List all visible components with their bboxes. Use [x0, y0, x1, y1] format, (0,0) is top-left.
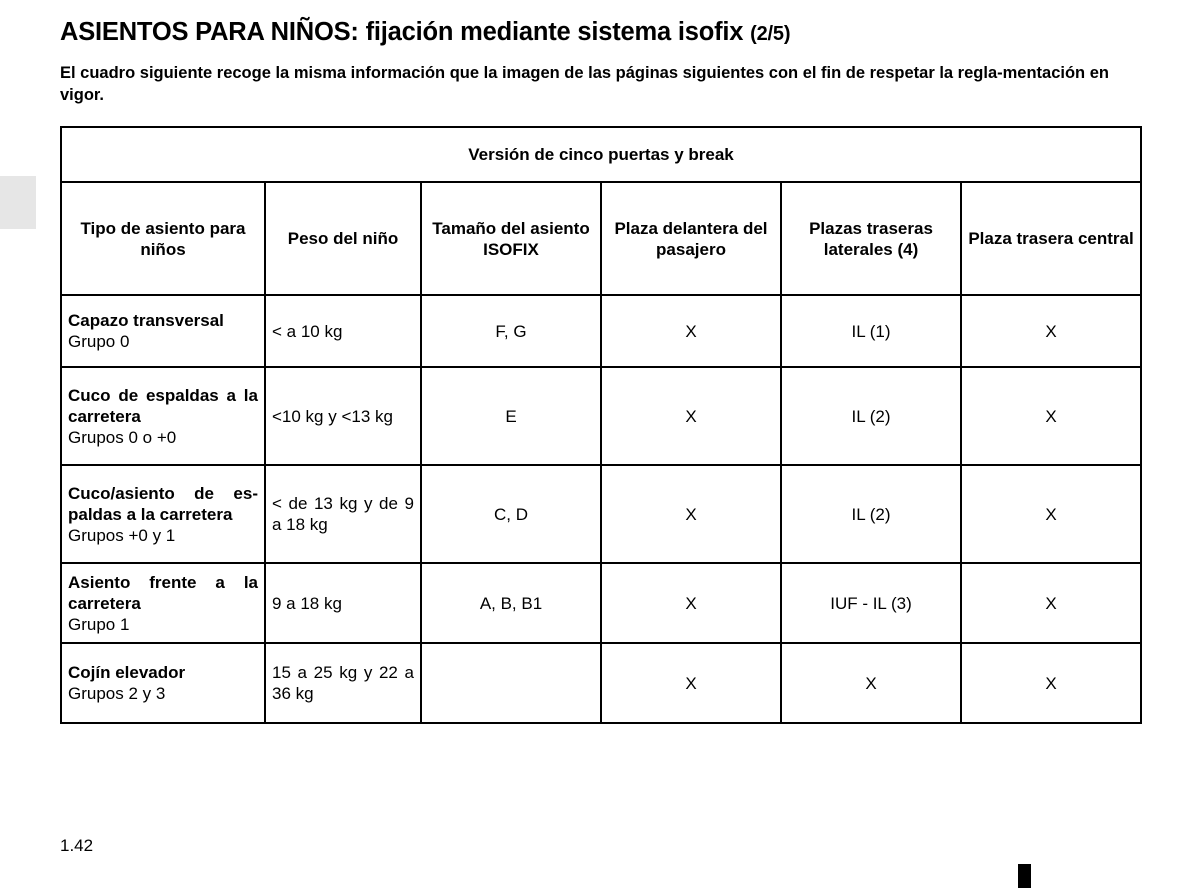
table-header-row — [61, 182, 1141, 295]
cell-front-passenger: X — [601, 367, 781, 465]
seat-type-name: Capazo transversal — [68, 311, 224, 330]
header-child-weight: Peso del niño — [265, 182, 421, 295]
side-tab-marker — [0, 176, 36, 229]
cell-weight: < a 10 kg — [265, 295, 421, 367]
page-title — [60, 18, 790, 47]
cell-weight: < de 13 kg y de 9 a 18 kg — [265, 465, 421, 563]
seat-type-name: Asiento frente a la carretera — [68, 572, 258, 613]
table-row — [61, 465, 1141, 563]
seat-type-name: Cuco/asiento de es-paldas a la carretera — [68, 483, 258, 524]
cell-front-passenger: X — [601, 643, 781, 723]
seat-type-name: Cuco de espaldas a la carretera — [68, 385, 258, 426]
cell-rear-center: X — [961, 295, 1141, 367]
cell-rear-center: X — [961, 563, 1141, 643]
cell-rear-center: X — [961, 465, 1141, 563]
header-seat-type: Tipo de asiento para niños — [61, 182, 265, 295]
seat-type-group: Grupo 0 — [68, 332, 130, 351]
cell-rear-side: IL (2) — [781, 367, 961, 465]
cell-rear-side: IUF - IL (3) — [781, 563, 961, 643]
seat-type-group: Grupo 1 — [68, 614, 130, 634]
cell-seat-type — [61, 643, 265, 723]
cell-seat-type — [61, 295, 265, 367]
cell-isofix-size: F, G — [421, 295, 601, 367]
cell-seat-type — [61, 563, 265, 643]
cell-rear-side: X — [781, 643, 961, 723]
seat-type-group: Grupos 0 o +0 — [68, 427, 177, 447]
cell-isofix-size: E — [421, 367, 601, 465]
table-row — [61, 563, 1141, 643]
table-version-row — [61, 127, 1141, 182]
header-rear-center: Plaza trasera central — [961, 182, 1141, 295]
table-row — [61, 295, 1141, 367]
cell-front-passenger: X — [601, 563, 781, 643]
intro-paragraph: El cuadro siguiente recoge la misma información que la imagen de las páginas siguientes con el fin de respetar la regla-mentación en vigor. — [60, 64, 1109, 104]
cell-rear-side: IL (1) — [781, 295, 961, 367]
cell-weight: <10 kg y <13 kg — [265, 367, 421, 465]
cell-seat-type — [61, 465, 265, 563]
page-title-part: (2/5) — [750, 23, 791, 45]
seat-type-group: Grupos 2 y 3 — [68, 684, 166, 703]
table-version-header: Versión de cinco puertas y break — [61, 127, 1141, 182]
cell-isofix-size: C, D — [421, 465, 601, 563]
cell-rear-center: X — [961, 367, 1141, 465]
corner-mark — [1018, 864, 1031, 888]
cell-isofix-size — [421, 643, 601, 723]
cell-rear-side: IL (2) — [781, 465, 961, 563]
table-row — [61, 367, 1141, 465]
cell-weight: 9 a 18 kg — [265, 563, 421, 643]
cell-seat-type — [61, 367, 265, 465]
header-isofix-size: Tamaño del asiento ISOFIX — [421, 182, 601, 295]
table-row — [61, 643, 1141, 723]
seat-type-name: Cojín elevador — [68, 663, 186, 682]
isofix-table — [60, 126, 1142, 724]
cell-front-passenger: X — [601, 465, 781, 563]
cell-rear-center: X — [961, 643, 1141, 723]
cell-weight: 15 a 25 kg y 22 a 36 kg — [265, 643, 421, 723]
page-number: 1.42 — [60, 836, 94, 855]
cell-isofix-size: A, B, B1 — [421, 563, 601, 643]
page-title-text: ASIENTOS PARA NIÑOS: fijación mediante sistema isofix — [60, 18, 744, 46]
header-front-passenger: Plaza delantera del pasajero — [601, 182, 781, 295]
header-rear-side: Plazas traseras laterales (4) — [781, 182, 961, 295]
cell-front-passenger: X — [601, 295, 781, 367]
seat-type-group: Grupos +0 y 1 — [68, 525, 176, 545]
